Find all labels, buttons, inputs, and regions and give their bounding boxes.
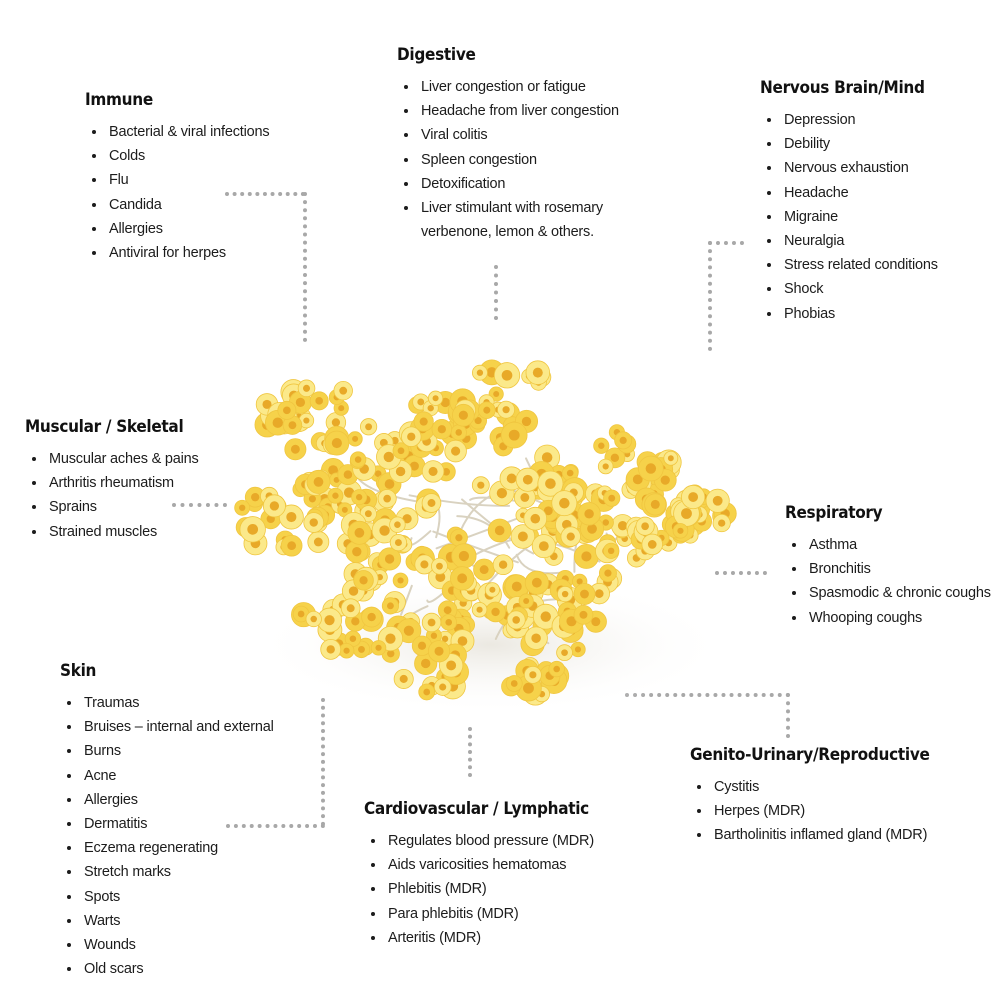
flower-bloom — [394, 669, 413, 688]
flower-bloom — [574, 584, 595, 605]
flower-bloom — [390, 534, 406, 550]
list-item: • Bruises – internal and external — [82, 715, 274, 739]
flower-bloom — [506, 675, 522, 691]
list-item: • Herpes (MDR) — [712, 799, 930, 823]
flower-bloom — [445, 440, 467, 462]
section-muscular — [25, 417, 199, 544]
list-item: • Arthritis rheumatism — [47, 471, 199, 495]
flower-bloom — [306, 611, 321, 626]
flower-bloom — [422, 613, 441, 632]
flower-bloom — [638, 456, 663, 481]
flower-bloom — [525, 627, 548, 650]
section-title: Digestive — [397, 45, 476, 65]
flower-bloom — [645, 494, 666, 515]
flower-bloom — [452, 544, 476, 568]
flower-bloom — [304, 513, 324, 533]
list-item: • Liver congestion or fatigue — [419, 75, 637, 99]
section-cardio — [364, 799, 594, 950]
flower-bloom — [350, 452, 366, 468]
list-item: • Stretch marks — [82, 860, 274, 884]
flower-bloom — [474, 559, 495, 580]
flower-bloom — [441, 614, 457, 630]
flower-bloom — [390, 517, 406, 533]
list-item: • Stress related conditions — [782, 253, 938, 277]
list-item: • Wounds — [82, 933, 274, 957]
section-title: Immune — [85, 90, 153, 110]
section-immune — [85, 90, 269, 265]
flower-stem — [410, 531, 430, 545]
flower-bloom — [706, 489, 729, 512]
list-item: • Bartholinitis inflamed gland (MDR) — [712, 823, 930, 847]
flower-bloom — [615, 432, 632, 449]
list-item: • Eczema regenerating — [82, 836, 274, 860]
flower-bloom — [524, 507, 547, 530]
list-item: • Headache — [782, 181, 938, 205]
flower-bloom — [308, 531, 329, 552]
flower-bloom — [339, 643, 354, 658]
list-item: • Sprains — [47, 495, 199, 519]
flower-bloom — [432, 419, 452, 439]
flower-bloom — [532, 534, 555, 557]
flower-bloom — [472, 365, 487, 380]
list-item: • Asthma — [807, 533, 991, 557]
dried-flower-image — [230, 345, 750, 735]
section-title: Skin — [60, 661, 97, 681]
flower-bloom — [422, 461, 444, 483]
flower-bloom — [642, 534, 663, 555]
section-nervous — [760, 78, 938, 326]
flower-bloom — [348, 521, 371, 544]
item-list — [364, 829, 594, 950]
list-item: • Colds — [107, 144, 269, 168]
section-title: Genito-Urinary/Reproductive — [690, 745, 930, 765]
flower-bloom — [486, 602, 506, 622]
flower-bloom — [681, 485, 704, 508]
flower-bloom — [604, 490, 620, 506]
flower-bloom — [561, 527, 581, 547]
list-item: • Candida — [107, 193, 269, 217]
section-title: Muscular / Skeletal — [25, 417, 184, 437]
flower-bloom — [452, 404, 474, 426]
flower-bloom — [524, 666, 541, 683]
list-item: • Headache from liver congestion — [419, 99, 637, 123]
flower-bloom — [382, 598, 398, 614]
list-item: • Migraine — [782, 205, 938, 229]
list-item: • Depression — [782, 108, 938, 132]
section-title: Respiratory — [785, 503, 883, 523]
list-item: • Bacterial & viral infections — [107, 120, 269, 144]
list-item: • Shock — [782, 277, 938, 301]
list-item: • Arteritis (MDR) — [386, 926, 594, 950]
flower-bloom — [419, 684, 435, 700]
section-genito — [690, 745, 930, 848]
flower-bloom — [371, 640, 386, 655]
flower-bloom — [328, 488, 343, 503]
list-item: • Strained muscles — [47, 520, 199, 544]
flower-bloom — [488, 519, 511, 542]
flower-bloom — [360, 419, 376, 435]
flower-bloom — [235, 500, 250, 515]
flower-bloom — [348, 432, 362, 446]
flower-bloom — [636, 517, 654, 535]
list-item: • Old scars — [82, 957, 274, 981]
list-item: • Debility — [782, 132, 938, 156]
flower-bloom — [450, 567, 473, 590]
flower-bloom — [519, 594, 533, 608]
flower-bloom — [594, 438, 609, 453]
list-item: • Viral colitis — [419, 123, 637, 147]
flower-bloom — [341, 599, 360, 618]
list-item: • Aids varicosities hematomas — [386, 853, 594, 877]
item-list — [25, 447, 199, 544]
section-title: Cardiovascular / Lymphatic — [364, 799, 589, 819]
flower-bloom — [516, 468, 539, 491]
list-item: • Bronchitis — [807, 557, 991, 581]
flower-bloom — [263, 495, 285, 517]
list-item: • Warts — [82, 909, 274, 933]
flower-bloom — [525, 571, 548, 594]
flower-bloom — [321, 639, 341, 659]
flower-bloom — [378, 490, 396, 508]
list-item: • Acne — [82, 764, 274, 788]
flower-bloom — [401, 427, 421, 447]
flower-bloom — [278, 401, 296, 419]
flower-bloom — [415, 555, 434, 574]
connector-nervous-v — [708, 241, 712, 351]
flower-bloom — [498, 401, 515, 418]
flower-bloom — [281, 535, 302, 556]
list-item: • Burns — [82, 739, 274, 763]
flower-bloom — [526, 361, 550, 385]
flower-bloom — [240, 517, 266, 543]
flower-bloom — [472, 477, 489, 494]
section-respiratory — [785, 503, 991, 630]
list-item: • Phobias — [782, 302, 938, 326]
flower-bloom — [354, 570, 374, 590]
flower-bloom — [557, 645, 573, 661]
flower-bloom — [494, 363, 519, 388]
item-list — [690, 775, 930, 848]
flower-bloom — [298, 380, 315, 397]
list-item: • Whooping coughs — [807, 606, 991, 630]
section-digestive — [397, 45, 637, 244]
list-item: • Dermatitis — [82, 812, 274, 836]
flower-bloom — [434, 679, 451, 696]
flower-bloom — [307, 470, 330, 493]
flower-bloom — [428, 391, 442, 405]
flower-bloom — [451, 425, 466, 440]
list-item: • Traumas — [82, 691, 274, 715]
list-item: • Muscular aches & pains — [47, 447, 199, 471]
flower-bloom — [428, 641, 449, 662]
flower-bloom — [598, 459, 613, 474]
flower-bloom — [501, 422, 527, 448]
flower-bloom — [578, 503, 601, 526]
flower-bloom — [552, 491, 577, 516]
flower-bloom — [507, 611, 525, 629]
list-item: • Allergies — [107, 217, 269, 241]
flower-bloom — [478, 402, 495, 419]
list-item: • Detoxification — [419, 172, 637, 196]
list-item: • Phlebitis (MDR) — [386, 877, 594, 901]
flower-bloom — [713, 514, 730, 531]
flower-bloom — [422, 494, 441, 513]
list-item: • Regulates blood pressure (MDR) — [386, 829, 594, 853]
list-item: • Liver stimulant with rosemary verbenone, lemon & others. — [419, 196, 611, 244]
flower-bloom — [603, 543, 618, 558]
connector-muscular — [172, 503, 227, 507]
connector-immune-h — [225, 192, 305, 196]
list-item: • Spleen congestion — [419, 148, 637, 172]
connector-nervous-h — [708, 241, 744, 245]
flower-bloom — [325, 431, 349, 455]
flower-bloom — [664, 451, 678, 465]
list-item: • Spasmodic & chronic coughs — [807, 581, 991, 605]
flower-bloom — [472, 602, 487, 617]
item-list — [760, 108, 938, 326]
flower-bloom — [493, 555, 513, 575]
list-item: • Nervous exhaustion — [782, 156, 938, 180]
section-title: Nervous Brain/Mind — [760, 78, 925, 98]
list-item: • Para phlebitis (MDR) — [386, 902, 594, 926]
list-item: • Antiviral for herpes — [107, 241, 269, 265]
list-item: • Cystitis — [712, 775, 930, 799]
flower-bloom — [393, 573, 408, 588]
connector-immune-v — [303, 192, 307, 342]
flower-bloom — [574, 605, 593, 624]
flower-bloom — [431, 558, 447, 574]
flower-bloom — [673, 523, 688, 538]
flower-bloom — [485, 583, 499, 597]
item-list — [785, 533, 991, 630]
flower-bloom — [557, 586, 572, 601]
flower-bloom — [599, 565, 616, 582]
connector-skin-h — [226, 824, 325, 828]
list-item: • Allergies — [82, 788, 274, 812]
flower-bloom — [310, 392, 328, 410]
item-list — [397, 75, 637, 244]
list-item: • Flu — [107, 168, 269, 192]
flower-bloom — [549, 661, 565, 677]
flower-bloom — [574, 544, 598, 568]
flower-bloom — [571, 642, 586, 657]
list-item: • Spots — [82, 885, 274, 909]
flower-bloom — [352, 490, 367, 505]
flower-bloom — [334, 381, 353, 400]
flower-bloom — [362, 607, 382, 627]
connector-genito-v — [786, 693, 790, 738]
connector-digestive — [494, 265, 498, 320]
list-item: • Neuralgia — [782, 229, 938, 253]
flower-bloom — [285, 439, 306, 460]
